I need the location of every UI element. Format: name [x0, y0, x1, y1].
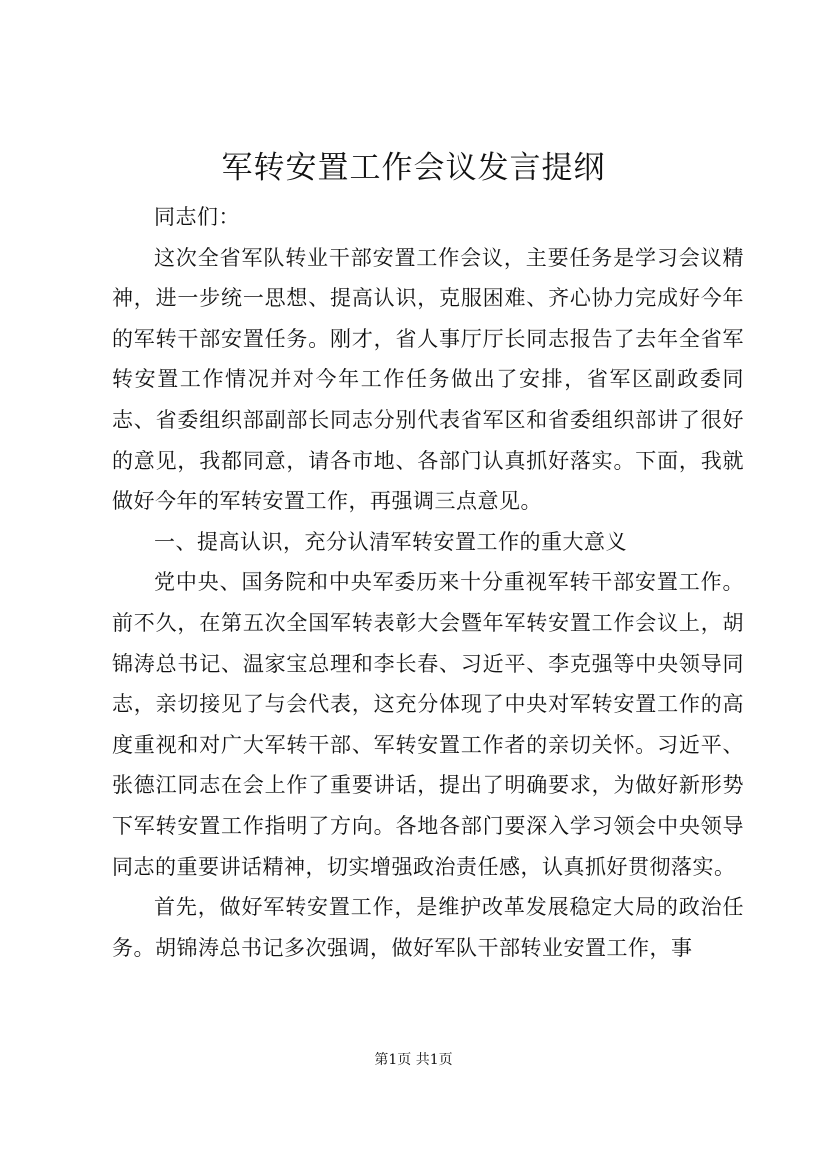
paragraph-central-leadership: 党中央、国务院和中央军委历来十分重视军转干部安置工作。前不久，在第五次全国军转表彰大会暨年军转安置工作会议上，胡锦涛总书记、温家宝总理和李长春、习近平、李克强等中央领导同志，亲切接见了与会代表，这充分体现了中央对军转安置工作的高度重视和对广大军转干部、军转安置工作者的亲切关怀。习近平、张德江同志在会上作了重要讲话，提出了明确要求，为做好新形势下军转安置工作指明了方向。各地各部门要深入学习领会中央领导同志的重要讲话精神，切实增强政治责任感，认真抓好贯彻落实。	[112, 570, 744, 879]
salutation: 同志们：	[154, 205, 240, 229]
section-heading: 一、提高认识，充分认清军转安置工作的重大意义	[154, 529, 627, 554]
document-title: 军转安置工作会议发言提纲	[221, 150, 606, 186]
paragraph-first-point: 首先，做好军转安置工作，是维护改革发展稳定大局的政治任务。胡锦涛总书记多次强调，做好军队干部转业安置工作，事	[112, 895, 744, 960]
document-body	[112, 197, 744, 968]
paragraph-intro: 这次全省军队转业干部安置工作会议，主要任务是学习会议精神，进一步统一思想、提高认识，克服困难、齐心协力完成好今年的军转干部安置任务。刚才，省人事厅厅长同志报告了去年全省军转安置工作情况并对今年工作任务做出了安排，省军区副政委同志、省委组织部副部长同志分别代表省军区和省委组织部讲了很好的意见，我都同意，请各市地、各部门认真抓好落实。下面，我就做好今年的军转安置工作，再强调三点意见。	[112, 245, 744, 514]
page-footer: 第1页 共1页	[374, 1052, 453, 1068]
